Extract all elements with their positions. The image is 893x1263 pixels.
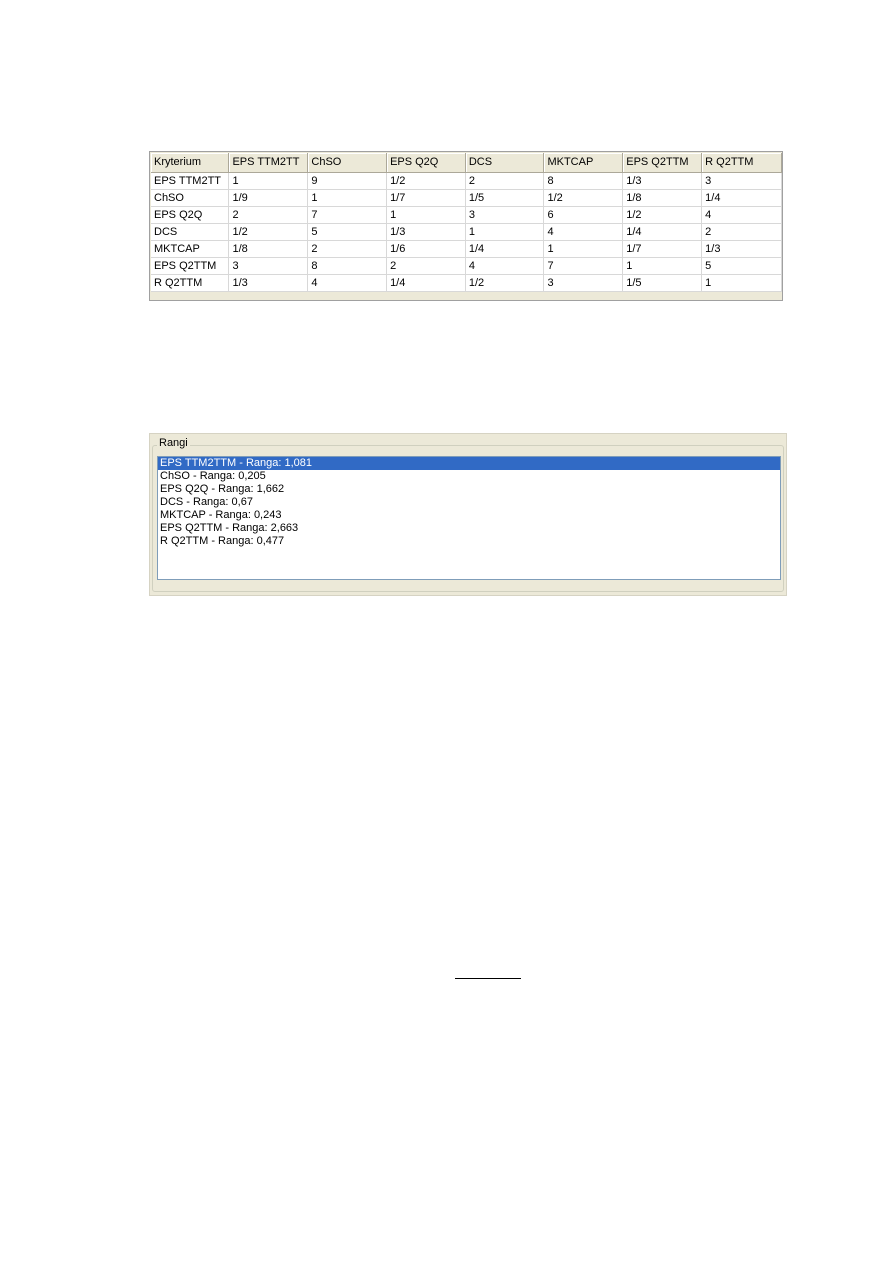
column-header[interactable]: DCS [465, 153, 544, 172]
table-cell[interactable]: 7 [308, 206, 387, 223]
row-header-cell[interactable]: ChSO [151, 189, 229, 206]
table-cell[interactable]: 1 [308, 189, 387, 206]
table-cell[interactable]: 1/3 [229, 274, 308, 291]
table-cell[interactable]: 5 [308, 223, 387, 240]
table-cell[interactable]: 1/4 [623, 223, 702, 240]
row-header-cell[interactable]: EPS Q2Q [151, 206, 229, 223]
rangi-listbox[interactable] [157, 456, 781, 580]
table-cell[interactable]: 1/7 [387, 189, 466, 206]
rangi-legend: Rangi [159, 437, 188, 449]
table-cell[interactable]: 8 [544, 172, 623, 189]
table-row [151, 274, 782, 291]
column-header[interactable]: EPS Q2TTM [623, 153, 702, 172]
column-header[interactable]: ChSO [308, 153, 387, 172]
table-cell[interactable]: 1/9 [229, 189, 308, 206]
table-cell[interactable]: 1/2 [387, 172, 466, 189]
table-cell[interactable]: 2 [702, 223, 782, 240]
table-cell[interactable]: 4 [308, 274, 387, 291]
table-cell[interactable]: 1/2 [623, 206, 702, 223]
rangi-panel [149, 433, 787, 596]
table-cell[interactable]: 4 [702, 206, 782, 223]
table-cell[interactable]: 3 [465, 206, 544, 223]
table-cell[interactable]: 2 [308, 240, 387, 257]
table-cell[interactable]: 2 [229, 206, 308, 223]
table-cell[interactable]: 4 [544, 223, 623, 240]
table-cell[interactable]: 1 [702, 274, 782, 291]
table-cell[interactable]: 1/8 [623, 189, 702, 206]
table-cell[interactable]: 1/5 [623, 274, 702, 291]
row-header-cell[interactable]: EPS Q2TTM [151, 257, 229, 274]
list-item[interactable]: R Q2TTM - Ranga: 0,477 [160, 535, 285, 547]
row-header-cell[interactable]: DCS [151, 223, 229, 240]
list-item-selected[interactable]: EPS TTM2TTM - Ranga: 1,081 [158, 457, 780, 470]
table-cell[interactable]: 1/2 [544, 189, 623, 206]
table-cell[interactable]: 1 [387, 206, 466, 223]
list-item[interactable]: ChSO - Ranga: 0,205 [160, 470, 266, 482]
table-cell[interactable]: 3 [229, 257, 308, 274]
header-row [151, 153, 782, 172]
table-cell[interactable]: 1/8 [229, 240, 308, 257]
table-cell[interactable]: 7 [544, 257, 623, 274]
table-cell[interactable]: 1/3 [623, 172, 702, 189]
table-row [151, 189, 782, 206]
column-header[interactable]: MKTCAP [544, 153, 623, 172]
table-row [151, 223, 782, 240]
table-cell[interactable]: 1 [465, 223, 544, 240]
list-item[interactable]: EPS Q2Q - Ranga: 1,662 [160, 483, 285, 495]
table-cell[interactable]: 3 [544, 274, 623, 291]
table-cell[interactable]: 1/5 [465, 189, 544, 206]
table-cell[interactable]: 1/2 [229, 223, 308, 240]
table-row [151, 257, 782, 274]
table-cell[interactable]: 1 [229, 172, 308, 189]
table-cell[interactable]: 1/6 [387, 240, 466, 257]
table-cell[interactable]: 1/2 [465, 274, 544, 291]
table-cell[interactable]: 9 [308, 172, 387, 189]
table-cell[interactable]: 4 [465, 257, 544, 274]
table-cell[interactable]: 1/3 [387, 223, 466, 240]
rangi-groupbox [152, 437, 784, 592]
comparison-table [151, 153, 782, 292]
table-row [151, 206, 782, 223]
table-cell[interactable]: 6 [544, 206, 623, 223]
table-cell[interactable]: 1 [544, 240, 623, 257]
row-header-cell[interactable]: R Q2TTM [151, 274, 229, 291]
comparison-grid [149, 151, 783, 301]
table-cell[interactable]: 8 [308, 257, 387, 274]
table-row [151, 172, 782, 189]
table-cell[interactable]: 1 [623, 257, 702, 274]
table-cell[interactable]: 1/4 [702, 189, 782, 206]
fraction-line [455, 978, 521, 979]
list-item[interactable]: EPS Q2TTM - Ranga: 2,663 [160, 522, 299, 534]
list-item[interactable]: DCS - Ranga: 0,67 [160, 496, 253, 508]
table-cell[interactable]: 1/7 [623, 240, 702, 257]
column-header[interactable]: R Q2TTM [702, 153, 782, 172]
list-item[interactable]: MKTCAP - Ranga: 0,243 [160, 509, 282, 521]
table-cell[interactable]: 3 [702, 172, 782, 189]
row-header-cell[interactable]: MKTCAP [151, 240, 229, 257]
table-cell[interactable]: 1/4 [465, 240, 544, 257]
row-header-cell[interactable]: EPS TTM2TT [151, 172, 229, 189]
table-cell[interactable]: 2 [387, 257, 466, 274]
table-cell[interactable]: 5 [702, 257, 782, 274]
column-header-kryterium[interactable]: Kryterium [151, 153, 229, 172]
table-cell[interactable]: 2 [465, 172, 544, 189]
table-row [151, 240, 782, 257]
table-cell[interactable]: 1/3 [702, 240, 782, 257]
column-header[interactable]: EPS Q2Q [387, 153, 466, 172]
table-cell[interactable]: 1/4 [387, 274, 466, 291]
column-header[interactable]: EPS TTM2TT [229, 153, 308, 172]
